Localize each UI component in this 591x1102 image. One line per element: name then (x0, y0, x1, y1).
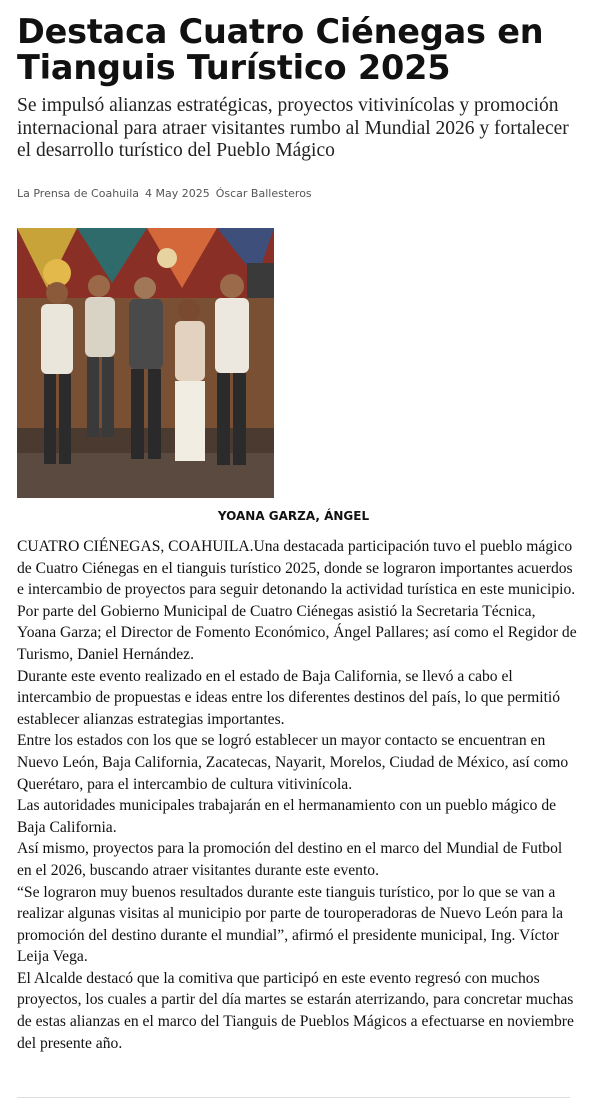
byline-source[interactable]: La Prensa de Coahuila (17, 187, 139, 200)
article-paragraph: Durante este evento realizado en el estado de Baja California, se llevó a cabo el intercambio de propuestas e ideas entre los diferentes destinos del país, lo que permitió establecer alianzas estrategias importantes. (17, 667, 561, 728)
article-paragraph: CUATRO CIÉNEGAS, COAHUILA.Una destacada participación tuvo el pueblo mágico de Cuatro Ciénegas en el tianguis turístico 2025, donde se lograron importantes acuerdos e intercambio de proyectos para seguir detonando la actividad turística en este municipio. (17, 538, 576, 599)
article-paragraph: El Alcalde destacó que la comitiva que participó en este evento regresó con muchos proyectos, los cuales a partir del día martes se estarán aterrizando, para concretar muchas de estas alianzas en el marco del Tianguis de Pueblos Mágicos a efectuarse en noviembre del presente año. (17, 969, 574, 1052)
article-paragraph: Así mismo, proyectos para la promoción del destino en el marco del Mundial de Futbol en el 2026, buscando atraer visitantes durante este evento. (17, 840, 563, 879)
article-paragraph: Por parte del Gobierno Municipal de Cuatro Ciénegas asistió la Secretaria Técnica, Yoana Garza; el Director de Fomento Económico, Ángel Pallares; así como el Regidor de Turismo, Daniel Hernández. (17, 602, 577, 663)
article-paragraph: “Se lograron muy buenos resultados durante este tianguis turístico, por lo que se van a realizar algunas visitas al municipio por parte de touroperadoras de Nuevo León para la promoción del destino durante el mundial”, afirmó el presidente municipal, Ing. Víctor Leija Vega. (17, 883, 564, 966)
article-paragraph: Entre los estados con los que se logró establecer un mayor contacto se encuentran en Nuevo León, Baja California, Zacatecas, Nayarit, Morelos, Ciudad de México, así como Querétaro, para el intercambio de cultura vitivinícola. (17, 732, 569, 793)
article-paragraph: Las autoridades municipales trabajarán en el hermanamiento con un pueblo mágico de Baja California. (17, 797, 557, 836)
group-photo-icon (17, 228, 274, 498)
byline-date: 4 May 2025 (145, 187, 210, 200)
byline (17, 187, 312, 200)
bottom-divider (17, 1097, 570, 1098)
article-photo[interactable] (17, 228, 274, 498)
article-subheadline: Se impulsó alianzas estratégicas, proyectos vitivinícolas y promoción internacional para atraer visitantes rumbo al Mundial 2026 y fortalecer el desarrollo turístico del Pueblo Mágico (17, 95, 569, 161)
article-body (17, 536, 577, 1054)
byline-author[interactable]: Óscar Ballesteros (215, 187, 312, 200)
photo-caption: YOANA GARZA, ÁNGEL (217, 509, 370, 523)
article-headline: Destaca Cuatro Ciénegas en Tianguis Turístico 2025 (17, 12, 544, 87)
